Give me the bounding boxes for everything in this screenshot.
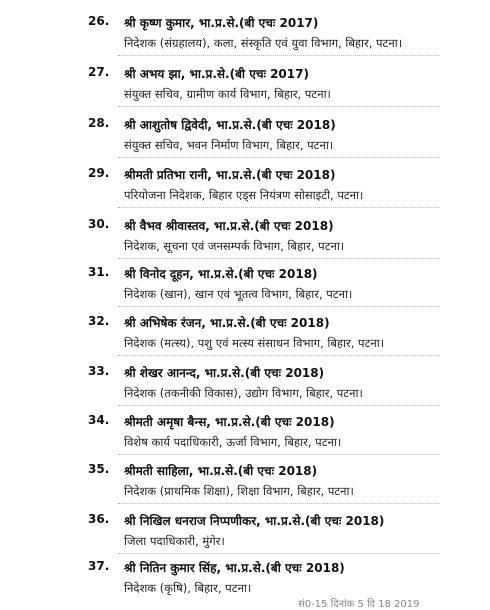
officer-posting: निदेशक, सूचना एवं जनसम्पर्क विभाग, बिहार, पटना। <box>124 239 345 253</box>
list-item-31 <box>0 265 490 309</box>
separator-rule <box>118 258 440 259</box>
officer-name: श्रीमती साहिला, भा.प्र.से.(बी एचः 2018) <box>124 464 318 478</box>
separator-rule <box>118 503 440 504</box>
separator-rule <box>118 355 440 356</box>
separator-rule <box>118 106 440 107</box>
entry-number: 28. <box>88 116 110 130</box>
officer-name: श्री विनोद दूहन, भा.प्र.से.(बी एचः 2018) <box>124 267 318 281</box>
officer-posting: संयुक्त सचिव, भवन निर्माण विभाग, बिहार, पटना। <box>124 138 334 152</box>
separator-rule <box>118 157 440 158</box>
officer-name: श्री वैभव श्रीवास्तव, भा.प्र.से.(बी एचः 2018) <box>124 219 334 233</box>
officer-posting: विशेष कार्य पदाधिकारी, ऊर्जा विभाग, बिहार, पटना। <box>124 435 342 449</box>
officer-posting: निदेशक (कृषि), बिहार, पटना। <box>124 581 252 595</box>
list-item-32 <box>0 314 490 358</box>
officer-posting: निदेशक (मत्स्य), पशु एवं मत्स्य संसाधन विभाग, बिहार, पटना। <box>124 336 385 350</box>
entry-number: 26. <box>88 14 110 28</box>
officer-name: श्री अभिषेक रंजन, भा.प्र.से.(बी एचः 2018) <box>124 316 330 330</box>
list-item-29 <box>0 166 490 210</box>
separator-rule <box>118 55 440 56</box>
entry-number: 36. <box>88 512 110 526</box>
separator-rule <box>118 207 440 208</box>
officer-posting: संयुक्त सचिव, ग्रामीण कार्य विभाग, बिहार, पटना। <box>124 87 331 101</box>
entry-number: 34. <box>88 413 110 427</box>
list-item-27 <box>0 65 490 109</box>
officer-name: श्री नितिन कुमार सिंह, भा.प्र.से.(बी एचः 2018) <box>124 561 345 575</box>
officer-name: श्री निखिल धनराज निप्पणीकर, भा.प्र.से.(बी एचः 2018) <box>124 514 385 528</box>
separator-rule <box>118 306 440 307</box>
entry-number: 31. <box>88 265 110 279</box>
entry-number: 32. <box>88 314 110 328</box>
entry-number: 27. <box>88 65 110 79</box>
officer-posting: निदेशक (खान), खान एवं भूतत्व विभाग, बिहार, पटना। <box>124 287 353 301</box>
list-item-34 <box>0 413 490 457</box>
officer-posting: निदेशक (प्राथमिक शिक्षा), शिक्षा विभाग, बिहार, पटना। <box>124 484 354 498</box>
entry-number: 30. <box>88 217 110 231</box>
separator-rule <box>118 405 440 406</box>
separator-rule <box>118 454 440 455</box>
officer-name: श्रीमती अमृषा बैन्स, भा.प्र.से.(बी एचः 2018) <box>124 415 335 429</box>
list-item-28 <box>0 116 490 160</box>
entry-number: 35. <box>88 462 110 476</box>
officer-posting: जिला पदाधिकारी, मुंगेर। <box>124 534 225 548</box>
list-item-26 <box>0 14 490 58</box>
officer-posting: निदेशक (तकनीकी विकास), उद्योग विभाग, बिहार, पटना। <box>124 386 363 400</box>
separator-rule <box>118 553 440 554</box>
page-footer-reference: सं0-15 दिनांक 5 दि 18 2019 <box>298 599 420 610</box>
list-item-33 <box>0 364 490 408</box>
entry-number: 37. <box>88 559 110 573</box>
entry-number: 29. <box>88 166 110 180</box>
list-item-36 <box>0 512 490 556</box>
officer-posting: परियोजना निदेशक, बिहार एड्स नियंत्रण सोसाइटी, पटना। <box>124 188 364 202</box>
officer-name: श्रीमती प्रतिभा रानी, भा.प्र.से.(बी एचः 2018) <box>124 168 336 182</box>
entry-number: 33. <box>88 364 110 378</box>
list-item-35 <box>0 462 490 506</box>
officer-posting: निदेशक (संग्रहालय), कला, संस्कृति एवं युवा विभाग, बिहार, पटना। <box>124 36 403 50</box>
officer-name: श्री शेखर आनन्द, भा.प्र.से.(बी एचः 2018) <box>124 366 325 380</box>
officer-name: श्री अभय झा, भा.प्र.से.(बी एचः 2017) <box>124 67 309 81</box>
officer-name: श्री आशुतोष द्विवेदी, भा.प्र.से.(बी एचः 2018) <box>124 118 336 132</box>
officer-name: श्री कृष्ण कुमार, भा.प्र.से.(बी एचः 2017) <box>124 16 319 30</box>
list-item-30 <box>0 217 490 261</box>
